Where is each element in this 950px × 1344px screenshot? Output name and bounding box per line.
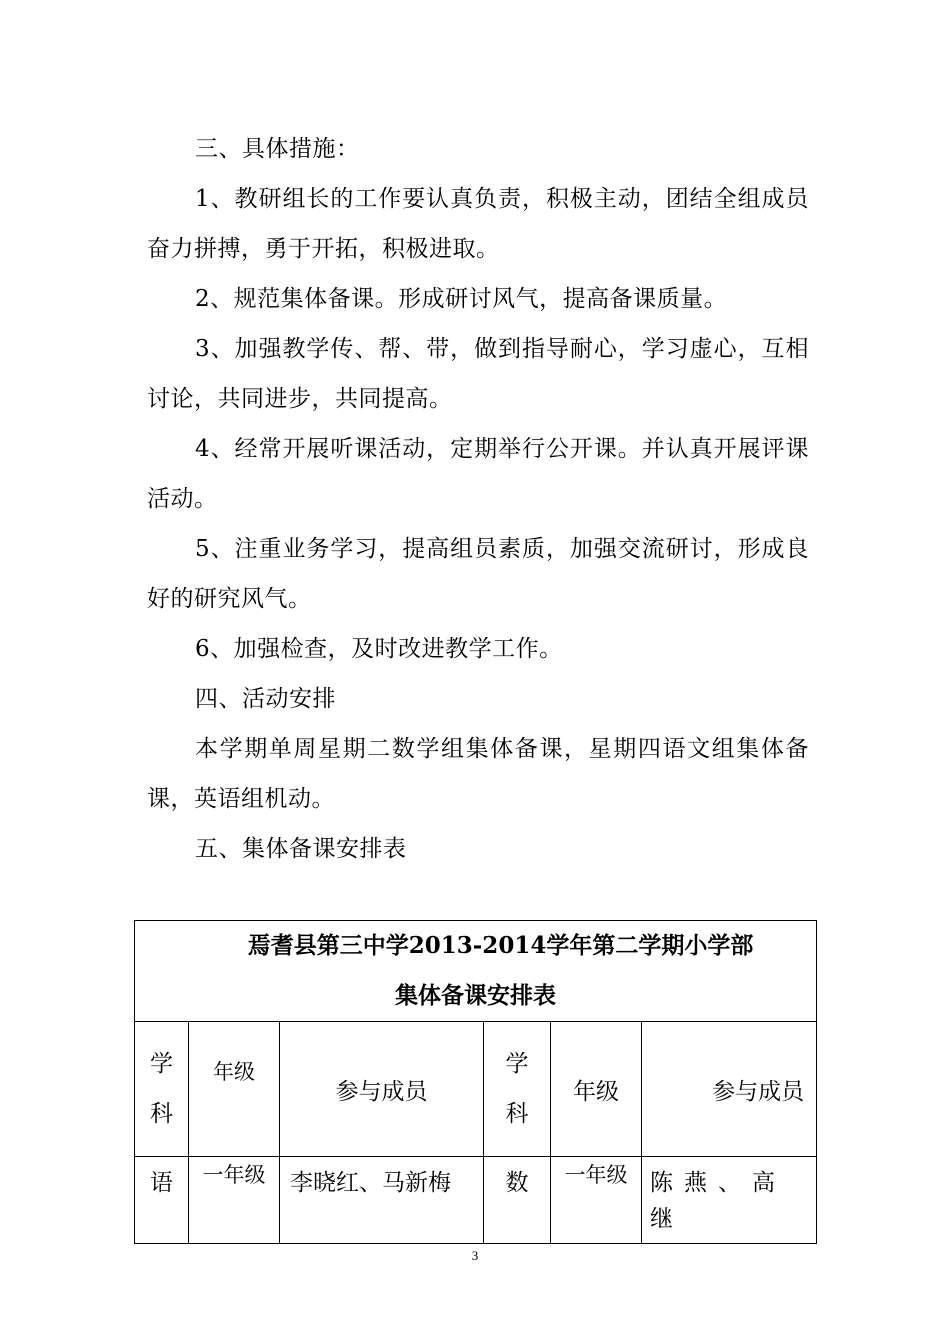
- header-grade-left: 年级: [189, 1022, 280, 1157]
- cell-subject-left: 语: [135, 1157, 189, 1244]
- cell-grade-left: 一年级: [189, 1157, 280, 1244]
- paragraph-measure-2: 2、规范集体备课。形成研讨风气，提高备课质量。: [195, 286, 728, 312]
- table-title-line1: 焉耆县第三中学2013-2014学年第二学期小学部: [247, 932, 754, 959]
- header-subject-right: 学 科: [484, 1022, 551, 1157]
- paragraph-measure-6: 6、加强检查，及时改进教学工作。: [195, 636, 563, 662]
- paragraph-measure-4: 4、经常开展听课活动，定期举行公开课。并认真开展评课活动。: [147, 436, 809, 512]
- table-title-cell: [135, 921, 817, 1022]
- header-members-right: 参与成员: [642, 1022, 817, 1157]
- cell-grade-right: 一年级: [551, 1157, 642, 1244]
- paragraph-activities: 本学期单周星期二数学组集体备课，星期四语文组集体备课，英语组机动。: [147, 736, 809, 812]
- header-grade-right: 年级: [551, 1022, 642, 1157]
- paragraph-measure-1: 1、教研组长的工作要认真负责，积极主动，团结全组成员奋力拼搏，勇于开拓，积极进取。: [147, 186, 809, 262]
- header-subject-left: 学 科: [135, 1022, 189, 1157]
- page-number: 3: [471, 1248, 479, 1263]
- table-row: [135, 1157, 817, 1244]
- paragraph-measure-5: 5、注重业务学习，提高组员素质，加强交流研讨，形成良好的研究风气。: [147, 536, 809, 612]
- body-text: [147, 124, 809, 874]
- schedule-table: [134, 920, 817, 1244]
- table-header-row: [135, 1022, 817, 1157]
- cell-members-left: 李晓红、马新梅: [280, 1157, 484, 1244]
- header-members-left: 参与成员: [280, 1022, 484, 1157]
- section-heading-activities: 四、活动安排: [195, 686, 336, 712]
- cell-subject-right: 数: [484, 1157, 551, 1244]
- section-heading-schedule: 五、集体备课安排表: [195, 836, 407, 862]
- table-title-line2: 集体备课安排表: [395, 982, 557, 1009]
- section-heading-measures: 三、具体措施：: [195, 136, 360, 162]
- cell-members-right: 陈燕、高继: [642, 1157, 817, 1244]
- paragraph-measure-3: 3、加强教学传、帮、带，做到指导耐心，学习虚心，互相讨论，共同进步，共同提高。: [147, 336, 809, 412]
